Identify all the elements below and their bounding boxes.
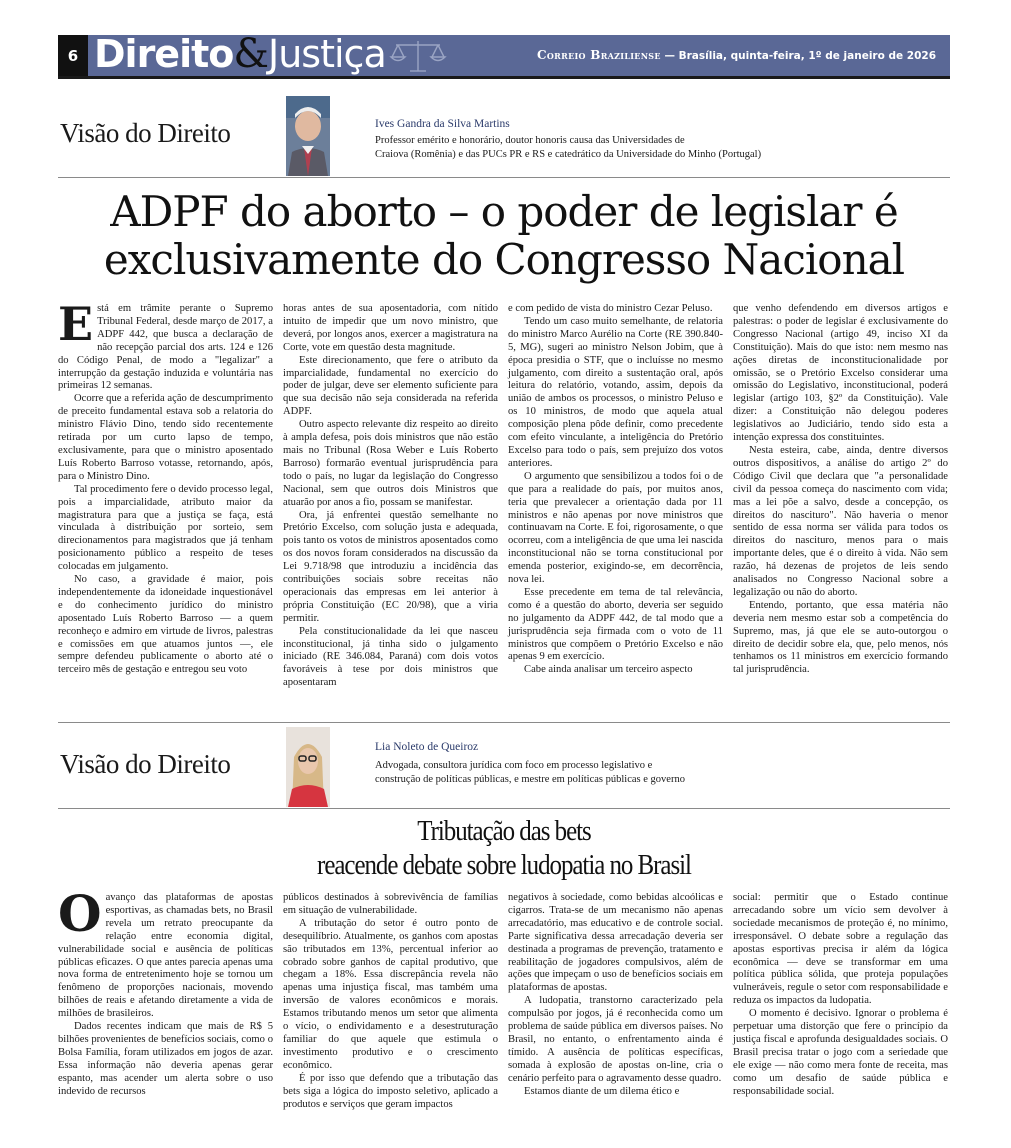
article1-column-3 xyxy=(508,303,723,690)
headline-line: ADPF do aborto – o poder de legislar é xyxy=(110,187,898,236)
paragraph: A tributação do setor é outro ponto de desequilíbrio. Atualmente, os ganhos com apostas são tributados em 13%, percentual inferior ao cobrado sobre ganhos de capital produtivo, que chegam a 18%. Essa discrepância revela não apenas uma injustiça fiscal, mas também uma inversão de valores econômicos e morais. Estamos tributando menos um setor que alimenta o vício, o endividamento e a desestruturação familiar do que aquele que estimula o investimento produtivo e o crescimento econômico. xyxy=(283,917,498,1071)
drop-cap: O xyxy=(58,884,102,943)
section-masthead xyxy=(58,31,950,79)
author-photo xyxy=(286,727,330,807)
article2-body xyxy=(58,884,950,1111)
paragraph: Esse precedente em tema de tal relevância, como é a questão do aborto, deveria ser seguido no julgamento da ADPF 442, de tal modo que a jurisprudência seja firmada com o voto de 11 ministros que compõem o Pretório Excelso e não apenas 9 em exercício. xyxy=(508,586,723,663)
section-title-ampersand: & xyxy=(233,31,268,77)
headline-line: reacende debate sobre ludopatia no Brasil xyxy=(317,849,691,881)
article2-column-2 xyxy=(283,892,498,1111)
author-bio xyxy=(375,134,845,162)
divider xyxy=(58,177,950,178)
paragraph: Pela constitucionalidade da lei que nasceu inconstitucional, já tinha sido o julgamento iniciado (RE 346.084, Paraná) com dois votos favoráveis à tese por dois ministros que aposentaram xyxy=(283,625,498,689)
scales-of-justice-icon xyxy=(388,39,448,73)
author-bio-line: Advogada, consultora jurídica com foco em processo legislativo e xyxy=(375,760,653,771)
divider xyxy=(58,722,950,723)
paragraph: É por isso que defendo que a tributação das bets siga a lógica do imposto seletivo, aplicado a produtos e serviços que geram impactos xyxy=(283,1072,498,1110)
section-title-part2: Justiça xyxy=(268,32,386,76)
paragraph: Oavanço das plataformas de apostas esportivas, as chamadas bets, no Brasil revela um retrato preocupante da relação entre economia digital, vulnerabilidade social e ausência de políticas públicas eficazes. O que antes parecia apenas uma nova forma de entretenimento hoje se tornou um fenômeno de proporções nacionais, movendo bilhões de reais e afetando diretamente a vida de milhões de brasileiros. xyxy=(58,884,273,1020)
article2-byline xyxy=(58,727,950,809)
headline-line: Tributação das bets xyxy=(417,815,591,847)
article2-column-3 xyxy=(508,892,723,1111)
newspaper-name: Correio Braziliense xyxy=(537,48,661,62)
author-bio xyxy=(375,759,845,787)
headline-line: exclusivamente do Congresso Nacional xyxy=(103,235,905,284)
paragraph: Outro aspecto relevante diz respeito ao direito à ampla defesa, pois dois ministros que não estão mais no Tribunal (Rosa Weber e Luís Roberto Barroso) formarão eventual jurisprudência para todo o país, no lugar da legislação do Congresso Nacional, sem que outros dois Ministros que atuarão por anos a fio, possam se manifestar. xyxy=(283,419,498,508)
paragraph: Está em trâmite perante o Supremo Tribunal Federal, desde março de 2017, a ADPF 442, que busca a declaração de não recepção parcial dos arts. 124 e 126 do Código Penal, de modo a "legalizar" a interrupção da gestação induzida e voluntária nas primeiras 12 semanas. xyxy=(58,297,273,392)
paragraph: O argumento que sensibilizou a todos foi o de que para a realidade do país, por muitos anos, teria que prevalecer a orientação dada por 11 ministros e não apenas por nove ministros que continuavam na Corte. E foi, rigorosamente, o que ocorreu, com a inteligência de que uma lei nascida inconstitucional não se torna constitucional por emenda posterior, exigindo-se, em decorrência, nova lei. xyxy=(508,470,723,586)
author-name: Lia Noleto de Queiroz xyxy=(375,741,479,753)
paragraph: Tal procedimento fere o devido processo legal, pois a imparcialidade, atributo maior da magistratura para que a justiça se faça, está vinculada à distribuição por sorteio, sem direcionamentos para magistrados que já tenham posicionamento público a respeito de teses colocadas em julgamento. xyxy=(58,483,273,573)
article1-byline xyxy=(58,96,950,178)
paragraph: Tendo um caso muito semelhante, de relatoria do ministro Marco Aurélio na Corte (RE 390.840-5, MG), sugeri ao ministro Nelson Jobim, que à época presidia o STF, que o incluísse no mesmo julgamento, com direito a sustentação oral, após leitura do relatório, votando, assim, depois da união de ambos os processos, o ministro Peluso e os 10 ministros, de modo que aquela atual composição plena pôde definir, como precedente com efeito vinculante, a inteligência do Pretório Excelso para todo o país, sem prejuízo dos votos anteriores. xyxy=(508,315,723,469)
section-title-part1: Direito xyxy=(94,32,234,76)
article1-headline xyxy=(58,188,950,284)
article1-column-2 xyxy=(283,303,498,690)
author-photo xyxy=(286,96,330,176)
author-bio-line: Craiova (Romênia) e das PUCs PR e RS e catedrático da Universidade do Minho (Portugal) xyxy=(375,149,762,160)
article1-column-1 xyxy=(58,297,273,690)
paragraph: Estamos diante de um dilema ético e xyxy=(524,1085,680,1097)
paragraph: Entendo, portanto, que essa matéria não deveria nem mesmo estar sob a competência do Supremo, mas, já que ele se auto-outorgou o direito de decidir sobre ela, que, pelo menos, nós tenhamos os 11 ministros em exercício formando tal jurisprudência. xyxy=(733,599,948,676)
paragraph: social: permitir que o Estado continue arrecadando sobre um vício sem devolver à sociedade mecanismos de proteção é, no mínimo, irresponsável. O debate sobre a regulação das apostas esportivas precisa ir além da lógica econômica — deve se transformar em uma política pública sólida, que proteja populações vulneráveis, regule o setor com responsabilidade e reduza os impactos da ludopatia. xyxy=(733,892,948,1007)
paragraph: A ludopatia, transtorno caracterizado pela compulsão por jogos, já é reconhecida como um problema de saúde pública em diversos países. No Brasil, no entanto, o enfrentamento ainda é tímido. A ausência de políticas específicas, somada à explosão de apostas on-line, cria o cenário perfeito para o agravamento desse quadro. xyxy=(508,995,723,1084)
publication-dateline xyxy=(537,48,936,62)
paragraph: que venho defendendo em diversos artigos e palestras: o poder de legislar é exclusivamente do Congresso Nacional (artigo 49, inciso XI da Constituição). Mais do que isto: nem mesmo nas ações diretas de inconstitucionalidade por omissão, se o Pretório Excelso considerar uma omissão do Legislativo, inconstitucional, poderá legislar (artigo 103, §2º da Constituição). Vale dizer: a Constituição não delegou poderes legislativos ao Judiciário, tendo sido esta a intenção expressa dos constituintes. xyxy=(733,303,948,444)
author-bio-line: construção de políticas públicas, e mestre em políticas públicas e governo xyxy=(375,774,685,785)
section-title xyxy=(94,32,386,76)
divider xyxy=(58,808,950,809)
article1-body xyxy=(58,297,950,690)
drop-cap: E xyxy=(58,297,94,351)
author-name: Ives Gandra da Silva Martins xyxy=(375,118,510,130)
paragraph: O momento é decisivo. Ignorar o problema é perpetuar uma distorção que fere o princípio da justiça fiscal e aprofunda desigualdades sociais. O Brasil precisa tratar o jogo com a seriedade que ele exige — não como mera fonte de receita, mas como um desafio de saúde pública e responsabilidade social. xyxy=(733,1008,948,1097)
article2-column-1 xyxy=(58,884,273,1111)
author-bio-line: Professor emérito e honorário, doutor honoris causa das Universidades de xyxy=(375,135,685,146)
paragraph: Ora, já enfrentei questão semelhante no Pretório Excelso, com solução justa e adequada, pois tanto os votos de ministros aposentados como os dos novos foram considerados na discussão da Lei 9.718/98 que introduziu a incidência das contribuições sociais sobre receitas não operacionais das empresas em lei anterior à própria Constituição (EC 20/98), que a viria permitir. xyxy=(283,509,498,624)
paragraph: Cabe ainda analisar um terceiro aspecto xyxy=(524,664,693,676)
page-number: 6 xyxy=(58,35,88,76)
article2-column-4 xyxy=(733,892,948,1111)
article2-headline xyxy=(120,814,887,882)
paragraph: horas antes de sua aposentadoria, com nítido intuito de impedir que um novo ministro, que deverá, por longos anos, exercer a magistratura na Corte, vote em questão desta magnitude. xyxy=(283,303,498,353)
dateline: — Brasília, quinta-feira, 1º de janeiro de 2026 xyxy=(660,50,936,62)
paragraph: Este direcionamento, que fere o atributo da imparcialidade, fundamental no exercício do poder de julgar, deve ser elemento suficiente para que sua decisão não seja considerada na referida ADPF. xyxy=(283,354,498,418)
paragraph: Nesta esteira, cabe, ainda, dentre diversos outros dispositivos, a análise do artigo 2º do Código Civil que declara que "a personalidade civil da pessoa começa do nascimento com vida; mas a lei põe a salvo, desde a concepção, os direitos do nascituro". Não haveria o menor sentido de essa norma ser válida para todos os direitos do nascituro, menos para o mais importante deles, que é o direito à vida. Não sem razão, há dezenas de projetos de leis sendo analisados no Congresso Nacional sobre a legalização ou não do aborto. xyxy=(733,444,948,598)
column-label: Visão do Direito xyxy=(60,118,231,148)
paragraph: No caso, a gravidade é maior, pois independentemente da idoneidade inquestionável e do conhecimento jurídico do ministro aposentado Luís Roberto Barroso — a quem reconheço e admiro em virtude de livros, palestras e comissões em que atuamos juntos —, ele sempre defendeu publicamente o aborto até o terceiro mês de gestação e entregou seu voto xyxy=(58,574,273,676)
paragraph: Ocorre que a referida ação de descumprimento de preceito fundamental estava sob a relatoria do ministro Flávio Dino, tendo sido recentemente retirada por um curto lapso de tempo, exclusivamente, para que o ministro aposentado Luís Roberto Barroso votasse, retornando, após, para o Ministro Dino. xyxy=(58,393,273,482)
paragraph: e com pedido de vista do ministro Cezar Peluso. xyxy=(508,303,713,314)
paragraph: negativos à sociedade, como bebidas alcoólicas e cigarros. Trata-se de um mecanismo não apenas arrecadatório, mas educativo e de controle social. Parte significativa dessa arrecadação deveria ser destinada a programas de prevenção, tratamento e reabilitação de jogadores compulsivos, além de ações que impeçam o uso de benefícios sociais em plataformas de apostas. xyxy=(508,892,723,994)
article1-column-4 xyxy=(733,303,948,690)
column-label: Visão do Direito xyxy=(60,749,231,779)
paragraph: públicos destinados à sobrevivência de famílias em situação de vulnerabilidade. xyxy=(283,892,498,916)
paragraph: Dados recentes indicam que mais de R$ 5 bilhões provenientes de benefícios sociais, como o Bolsa Família, foram utilizados em jogos de azar. Essa informação não deveria apenas gerar espanto, mas acender um alerta sobre o uso indevido de recursos xyxy=(58,1021,273,1097)
